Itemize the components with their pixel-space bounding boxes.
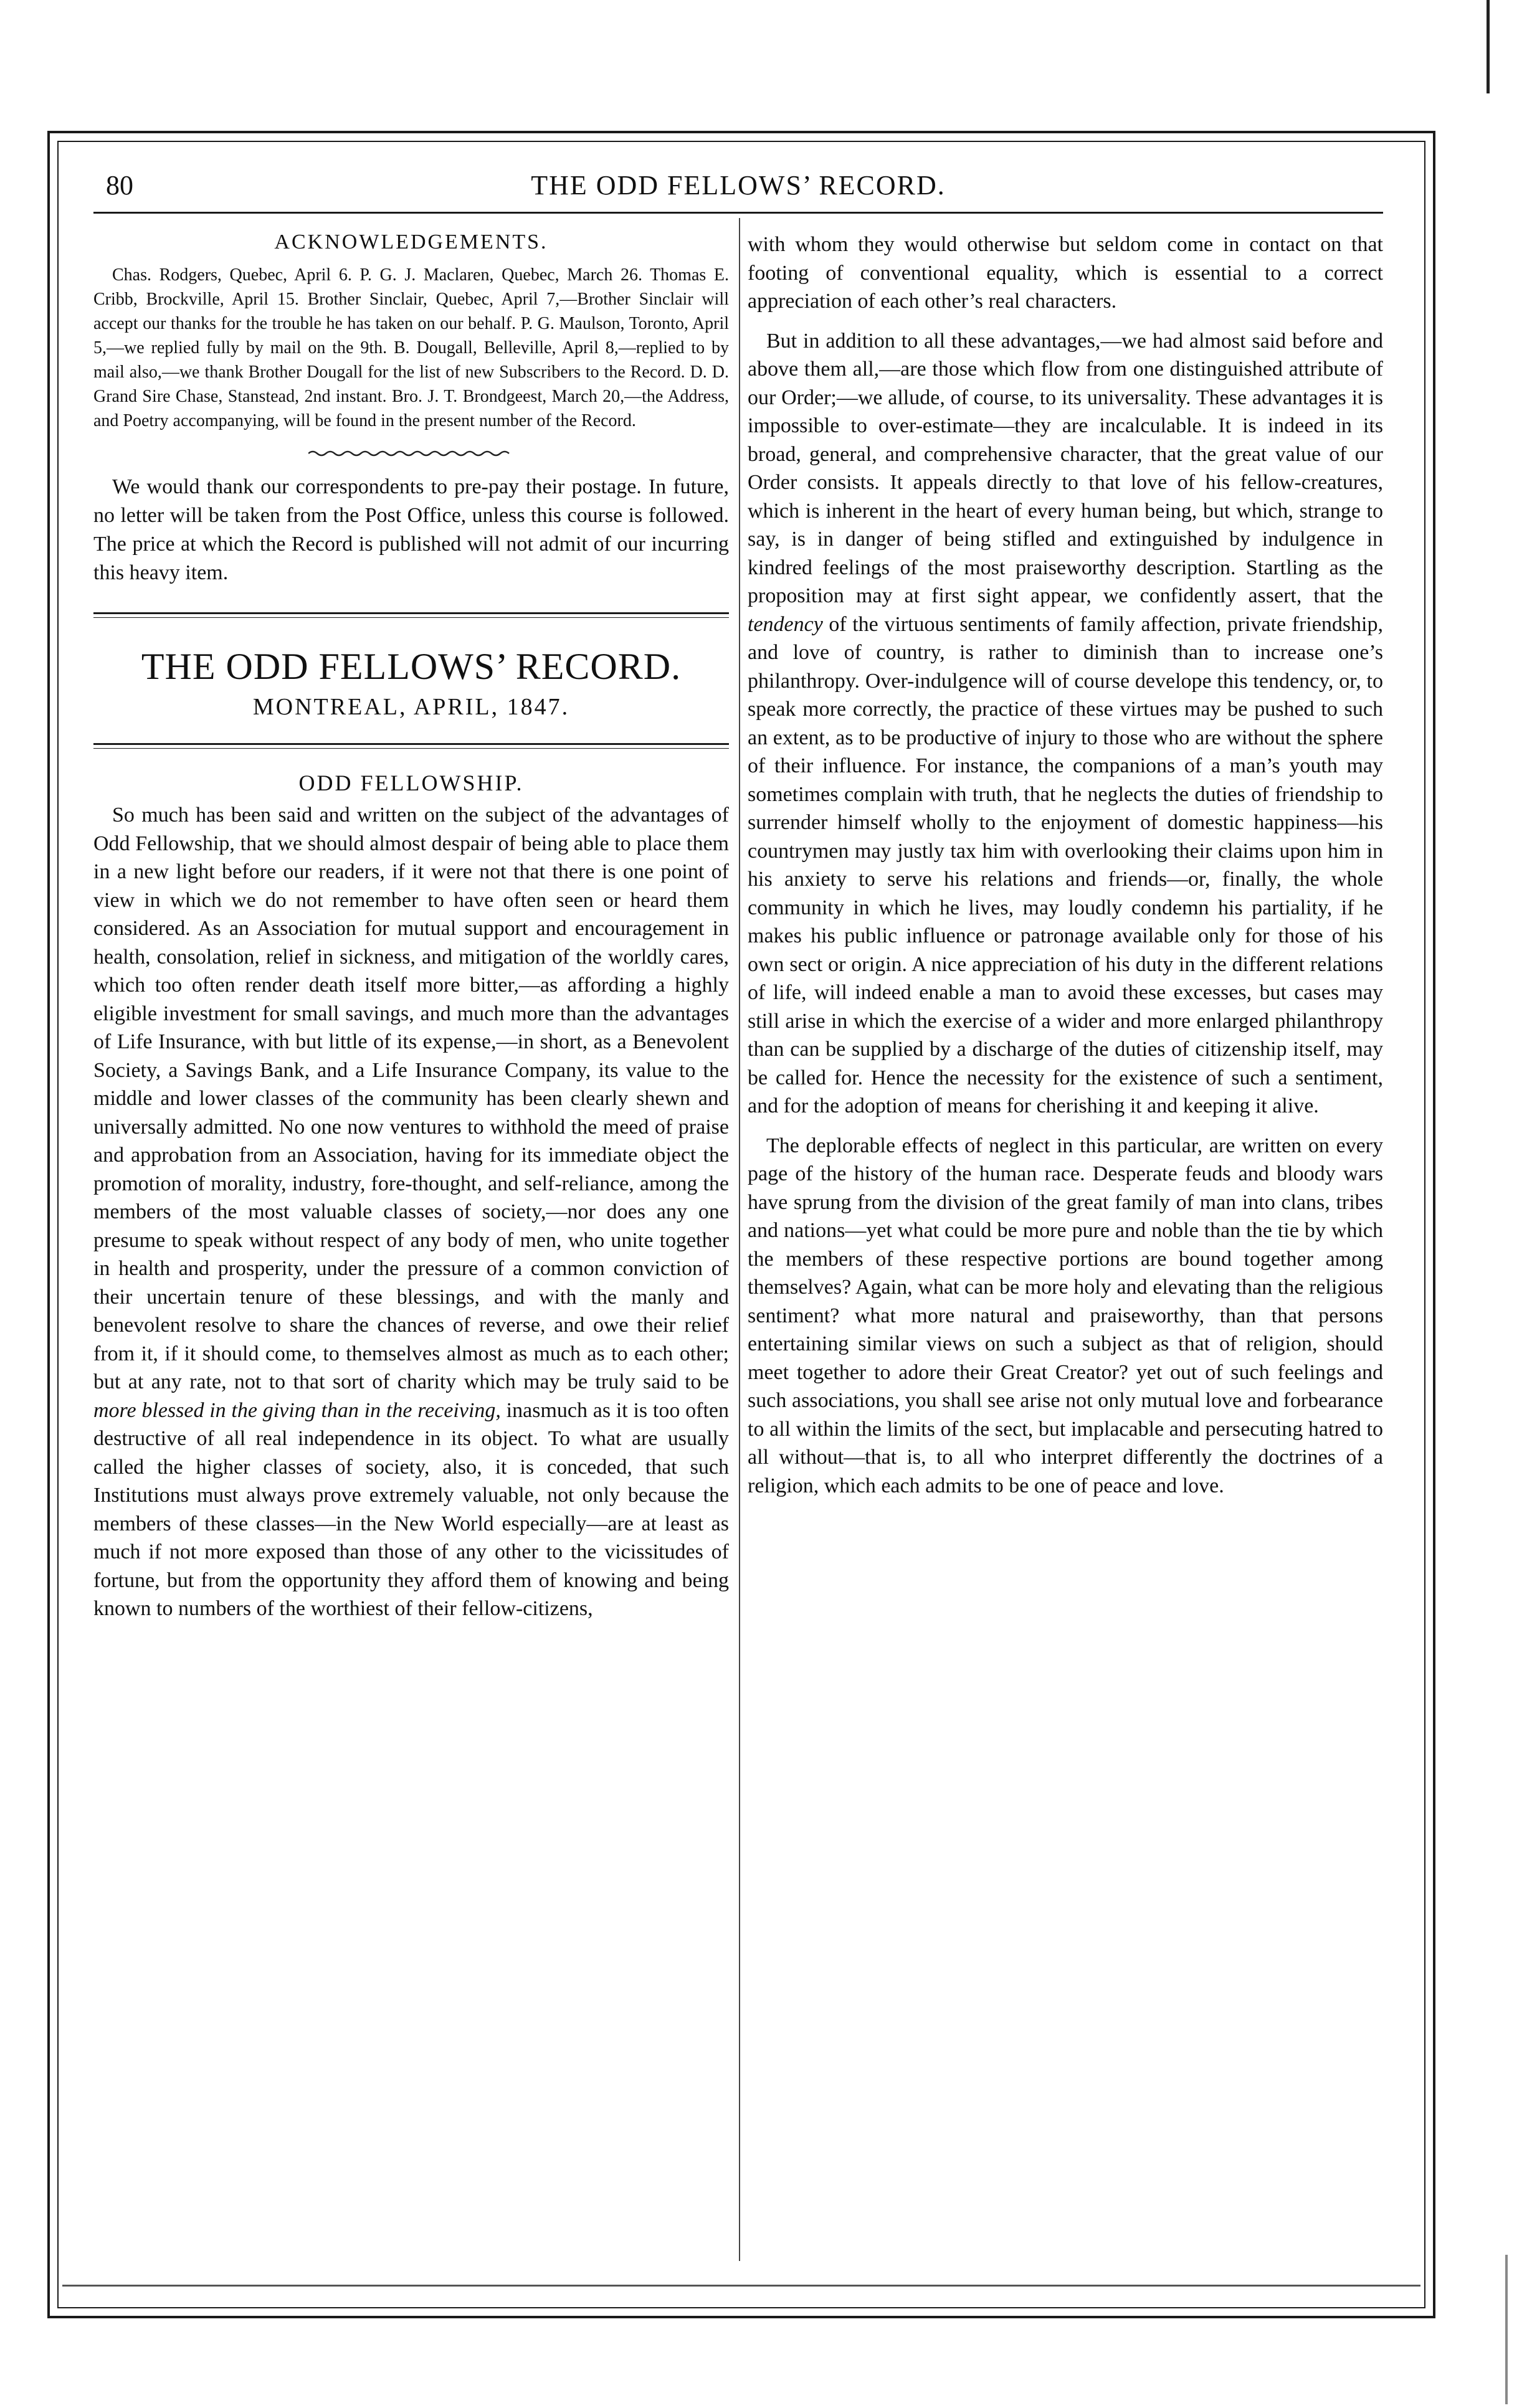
article-heading: ODD FELLOWSHIP. [298, 770, 524, 795]
article-paragraph-2 [748, 327, 1383, 1121]
masthead-dateline: MONTREAL, APRIL, 1847. [252, 694, 570, 720]
acknowledgements-heading: ACKNOWLEDGEMENTS. [274, 230, 548, 254]
column-divider [739, 218, 740, 2261]
article-text: So much has been said and written on the subject of the advantages of Odd Fellowship, that we should almost despair of being able to place them in a new light before our readers, if it were not that there is one point of view in which we do not remember to have often seen or heard them considered. As an Association for mutual support and encouragement in health, consolation, relief in sickness, and mitigation of the worldly cares, which too often render death itself more bitter,—as affording a highly eligible investment for small savings, and much more than the advantages of Life Insurance, with but little of its expense,—in short, as a Benevolent Society, a Savings Bank, and a Life Insurance Company, its value to the middle and lower classes of the community has been clearly shewn and universally admitted. No one now ventures to withhold the meed of praise and approbation from an Association, having for its immediate object the promotion of morality, industry, fore-thought, and self-reliance, among the members of the most valuable classes of society,—nor does any one presume to speak without respect of any body of men, who unite together in health and prosperity, under the pressure of a common conviction of their uncertain tenure of these blessings, and with the manly and benevolent resolve to share the chances of reverse, and owe their relief from it, if it should come, to themselves almost as much as to each other; but at any rate, not to that sort of charity which may be truly said to be [93, 803, 729, 1393]
article-text: inasmuch as it is too often destructive of all real independence in its object. To what are usually called the higher classes of society, also, it is conceded, that such Institutions must always prove extremely valuable, not only because the members of these classes—in the New World especially—are at least as much if not more exposed than those of any other to the vicissitudes of fortune, but from the opportunity they afford them of knowing and being known to numbers of the worthiest of their fellow-citizens, [93, 1398, 729, 1620]
article-text: But in addition to all these advantages,—we had almost said before and above them all,—are those which flow from one distinguished attribute of our Order;—we allude, of course, to its universality. These advantages it is impossible to over-estimate—they are incalculable. It is indeed in its broad, general, and comprehensive character, that the great value of our Order consists. It appeals directly to that love of his fellow-creatures, which is inherent in the heart of every human being, but which, strange to say, is in danger of being stifled and extinguished by indulgence in kindred feelings of the most praiseworthy description. Startling as the proposition may at first sight appear, we confidently assert, that the [748, 329, 1383, 607]
masthead-rule-top [93, 612, 729, 618]
page-header [93, 163, 1383, 207]
postage-notice: We would thank our correspondents to pre-pay their postage. In future, no letter will be taken from the Post Office, unless this course is followed. The price at which the Record is published will not admit of our incurring this heavy item. [93, 475, 729, 584]
page-bottom-rule [62, 2285, 1420, 2287]
right-column [748, 230, 1383, 1500]
scan-edge-mark [1505, 2255, 1508, 2404]
running-title: THE ODD FELLOWS’ RECORD. [531, 170, 946, 201]
left-column [93, 218, 729, 1623]
masthead-rule-bottom [93, 743, 729, 749]
article-paragraph-1 [93, 801, 729, 1623]
wavy-ornament [308, 449, 514, 458]
scan-edge-mark [1487, 0, 1490, 93]
article-paragraph-3: The deplorable effects of neglect in this particular, are written on every page of the history of the human race. Desperate feuds and bloody wars have sprung from the division of the great family of man into clans, tribes and nations—yet what could be more pure and noble than the tie by which the members of these respective portions are bound together among themselves? Again, what can be more holy and elevating than the religious sentiment? what more natural and praiseworthy, than that persons entertaining similar views on such a subject as that of religion, should meet together to adore their Great Creator? yet out of such feelings and such associations, you shall see arise not only mutual love and forbearance to all within the limits of the sect, but implacable and persecuting hatred to all without—that is, to all who interpret differently the doctrines of a religion, which each admits to be one of peace and love. [748, 1134, 1383, 1497]
acknowledgements-body: Chas. Rodgers, Quebec, April 6. P. G. J. Maclaren, Quebec, March 26. Thomas E. Cribb, Brockville, April 15. Brother Sinclair, Quebec, April 7,—Brother Sinclair will accept our thanks for the trouble he has taken on our behalf. P. G. Maulson, Toronto, April 5,—we replied fully by mail on the 9th. B. Dougall, Belleville, April 8,—replied to by mail also,—we thank Brother Dougall for the list of new Subscribers to the Record. D. D. Grand Sire Chase, Stanstead, 2nd instant. Bro. J. T. Brondgeest, March 20,—the Address, and Poetry accompanying, will be found in the present number of the Record. [93, 265, 729, 430]
article-italic-phrase: more blessed in the giving than in the receiving, [93, 1398, 501, 1422]
article-paragraph-1-continued: with whom they would otherwise but seldom come in contact on that footing of conventional equality, which is essential to a correct appreciation of each other’s real characters. [748, 233, 1383, 313]
page-number: 80 [106, 170, 133, 201]
header-rule [93, 212, 1383, 214]
article-text: of the virtuous sentiments of family affection, private friendship, and love of country, is rather to diminish than to increase one’s philanthropy. Over-indulgence will of course develope this tendency, or, to speak more correctly, the practice of these virtues may be pushed to such an extent, as to be productive of injury to those who are without the sphere of their influence. For instance, the companions of a man’s youth may sometimes complain with truth, that he neglects the duties of friendship to surrender himself wholly to the enjoyment of domestic happiness—his countrymen may justly tax him with overlooking their claims upon him in his anxiety to serve his relations and friends—or, finally, the whole community in which he lives, may loudly condemn his partiality, if he makes his public influence or patronage available only for those of his own sect or origin. A nice appreciation of his duty in the different relations of life, will indeed enable a man to avoid these excesses, but cases may still arise in which the exercise of a wider and more enlarged philanthropy than can be supplied by a discharge of the duties of citizenship itself, may be called for. Hence the necessity for the existence of such a sentiment, and for the adoption of means for cherishing it and keeping it alive. [748, 612, 1383, 1117]
article-italic-word: tendency [748, 612, 823, 636]
masthead-title: THE ODD FELLOWS’ RECORD. [141, 646, 682, 687]
